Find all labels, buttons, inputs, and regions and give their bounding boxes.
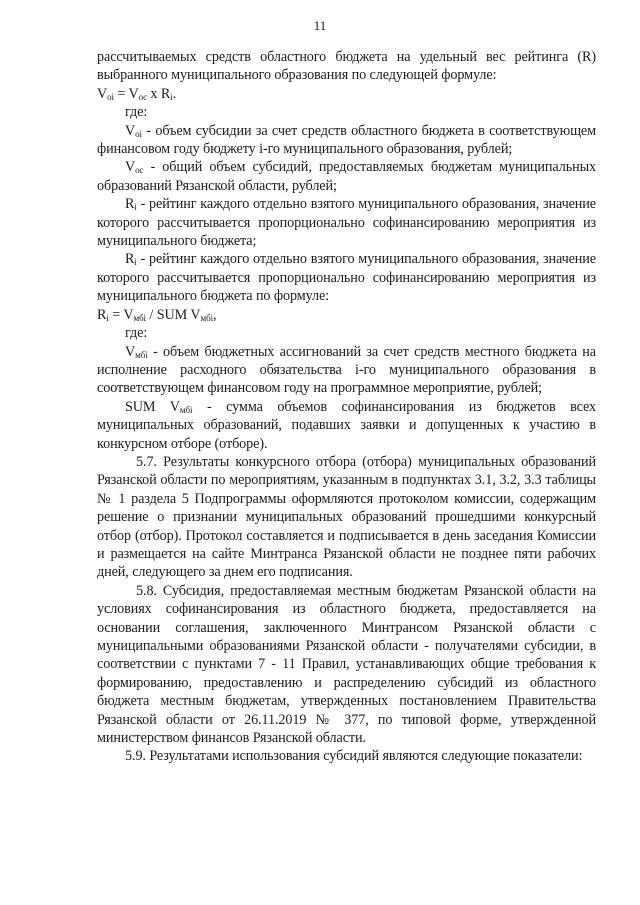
definition-vmb: $V_{мбi}$ - объем бюджетных ассигнований за счет средств местного бюджета на исполнение расходного обязательства i-го муниципального образования в соответствующем финансовом году на программное мероприятие, рублей; [97, 343, 596, 397]
where-label-1: где: [125, 104, 148, 121]
definition-sum-vmb: SUM $V_{мбi}$ - сумма объемов софинансирования из бюджетов всех муниципальных образований, подавших заявки и допущенных к участию в конкурсном отборе (отборе). [97, 398, 596, 452]
intro-paragraph: рассчитываемых средств областного бюджета на удельный вес рейтинга (R) выбранного муниципального образования по следующей формуле: [97, 49, 596, 84]
page-number: 11 [313, 18, 327, 33]
definition-ri-1: $R_i$ - рейтинг каждого отдельно взятого муниципального образования, значение которого рассчитывается пропорционально софинансированию мероприятия из муниципального бюджета; [97, 196, 596, 250]
definition-voc: $V_{oc}$ - общий объем субсидий, предоставляемых бюджетам муниципальных образований Рязанской области, рублей; [97, 159, 596, 194]
formula-ri: $R_i$ [97, 306, 109, 323]
formula-vmbi: $V_{мбi}$ [123, 306, 146, 323]
definition-voi: $V_{oi}$ - объем субсидии за счет средств областного бюджета в соответствующем финансовом году бюджету i-го муниципального образования, рублей; [97, 122, 596, 158]
where-label-2: где: [125, 325, 148, 342]
definition-ri-2: $R_i$ - рейтинг каждого отдельно взятого муниципального образования, значение которого рассчитывается пропорционально софинансированию мероприятия из муниципального бюджета по формуле: [97, 251, 596, 305]
formula-voi: $V_{oi}$ [97, 85, 114, 102]
paragraph-5-8: 5.8. Субсидия, предоставляемая местным бюджетам Рязанской области на условиях софинансирования из областного бюджета, предоставляется на основании соглашения, заключенного Минтрансом Рязанской области с муниципальными образованиями Рязанской области - получателями субсидии, в соответствии с пунктами 7 - 11 Правил, устанавливающих общие требования к формированию, предоставлению и распределению субсидий из областного бюджета местным бюджетам, утвержденных постановлением Правительства Рязанской области от 26.11.2019 № 377, по типовой форме, утвержденной министерством финансов Рязанской области. [97, 582, 596, 747]
paragraph-5-7: 5.7. Результаты конкурсного отбора (отбора) муниципальных образований Рязанской области по мероприятиям, указанным в подпунктах 3.1, 3.2, 3.3 таблицы № 1 раздела 5 Подпрограммы оформляются протоколом комиссии, содержащим решение о признании муниципальных образований прошедшими конкурсный отбор (отбор). Протокол составляется и подписывается в день заседания Комиссии и размещается на сайте Минтранса Рязанской области не позднее пяти рабочих дней, следующего за днем его подписания. [97, 453, 596, 581]
formula-ri: $R_i$ [160, 85, 173, 102]
formula-rating: $R_i = V_{мбi}$ / SUM $V_{мбi}$, [97, 306, 217, 323]
formula-subsidy: $V_{oi} = V_{oc}$ x $R_i$. [97, 85, 177, 102]
formula-sum-vmbi: $V_{мбi}$ [190, 306, 213, 323]
document-body [97, 48, 596, 766]
formula-voc: $V_{oc}$ [128, 85, 147, 102]
paragraph-5-9: 5.9. Результатами использования субсидий являются следующие показатели: [125, 748, 583, 765]
